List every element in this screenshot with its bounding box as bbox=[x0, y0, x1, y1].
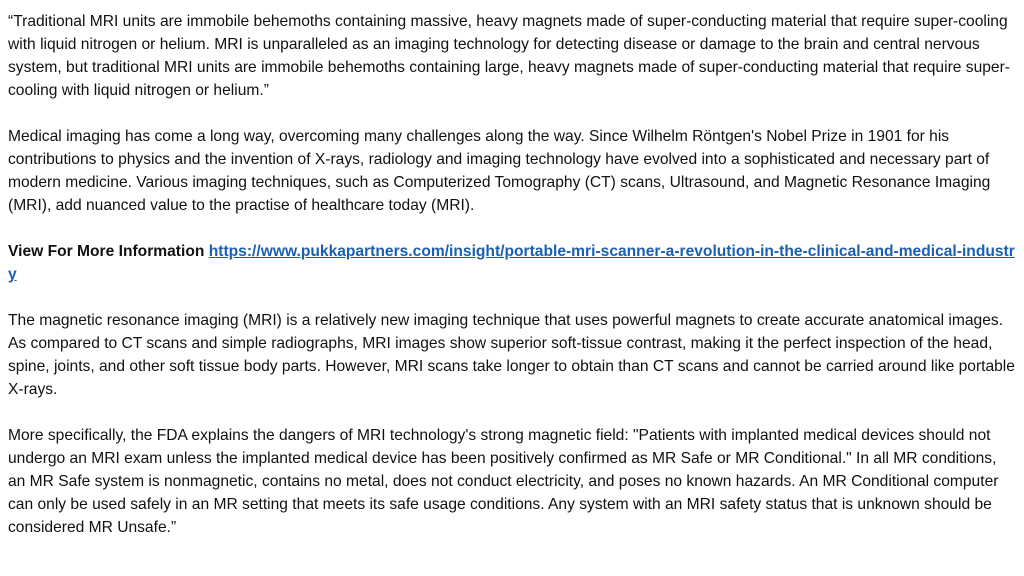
more-info-link[interactable]: https://www.pukkapartners.com/insight/portable-mri-scanner-a-revolution-in-the-clinical-and-medical-industry bbox=[8, 243, 1015, 283]
slide-text-body bbox=[8, 10, 1016, 562]
quote-paragraph: “Traditional MRI units are immobile behemoths containing massive, heavy magnets made of super-conducting material that require super-cooling with liquid nitrogen or helium. MRI is unparalleled as an imaging technology for detecting disease or damage to the brain and central nervous system, but traditional MRI units are immobile behemoths containing large, heavy magnets made of super-conducting material that require super-cooling with liquid nitrogen or helium.” bbox=[8, 13, 1010, 99]
intro-paragraph: Medical imaging has come a long way, overcoming many challenges along the way. Since Wilhelm Röntgen's Nobel Prize in 1901 for his contributions to physics and the invention of X-rays, radiology and imaging technology have evolved into a sophisticated and necessary part of modern medicine. Various imaging techniques, such as Computerized Tomography (CT) scans, Ultrasound, and Magnetic Resonance Imaging (MRI), add nuanced value to the practise of healthcare today (MRI). bbox=[8, 128, 991, 214]
more-info-label: View For More Information bbox=[8, 243, 205, 260]
fda-paragraph: More specifically, the FDA explains the dangers of MRI technology's strong magnetic field: "Patients with implanted medical devices should not undergo an MRI exam unless the implanted medical device has been positively confirmed as MR Safe or MR Conditional." In all MR conditions, an MR Safe system is nonmagnetic, contains no metal, does not conduct electricity, and poses no known hazards. An MR Conditional computer can only be used safely in an MR setting that meets its safe usage conditions. Any system with an MRI safety status that is unknown should be considered MR Unsafe.” bbox=[8, 427, 999, 536]
mri-paragraph: The magnetic resonance imaging (MRI) is a relatively new imaging technique that uses powerful magnets to create accurate anatomical images. As compared to CT scans and simple radiographs, MRI images show superior soft-tissue contrast, making it the perfect inspection of the head, spine, joints, and other soft tissue body parts. However, MRI scans take longer to obtain than CT scans and cannot be carried around like portable X-rays. bbox=[8, 312, 1015, 398]
more-info-line bbox=[8, 240, 1016, 286]
